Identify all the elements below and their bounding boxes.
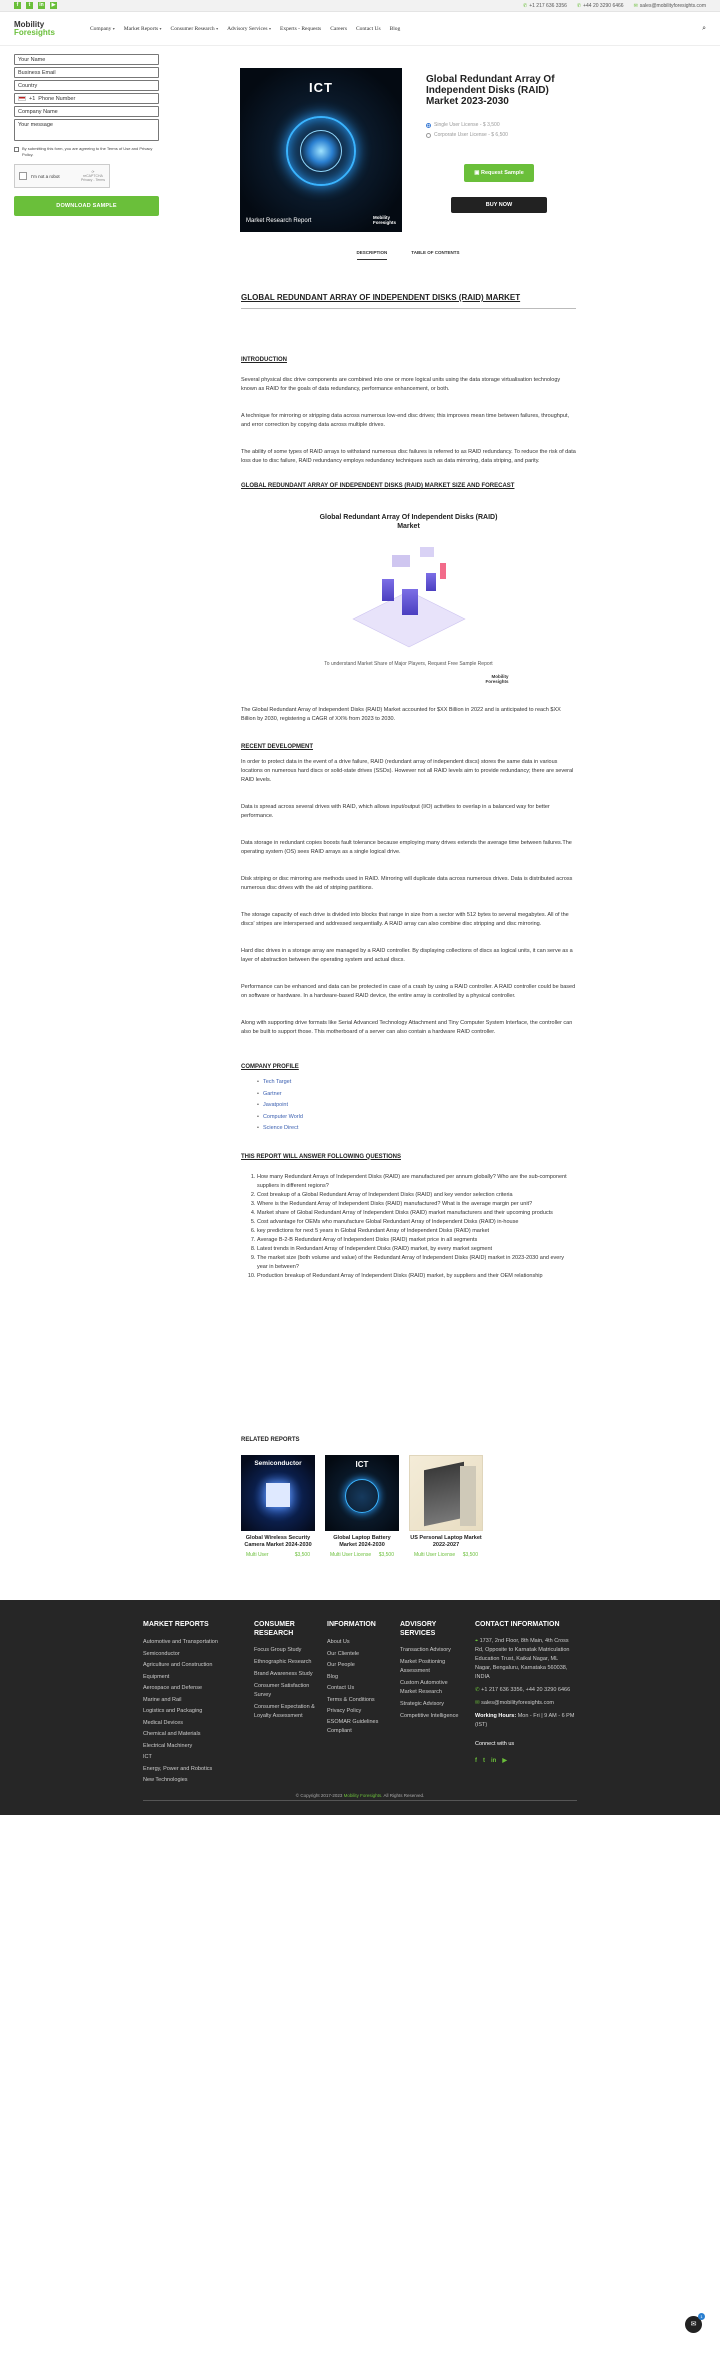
company-link[interactable]: • Javatpoint xyxy=(257,1100,576,1112)
phone-icon: ✆ xyxy=(475,1687,482,1693)
footer-link[interactable]: Focus Group Study xyxy=(254,1647,302,1653)
recaptcha-widget xyxy=(14,164,110,188)
phone-placeholder: Phone Number xyxy=(38,95,76,102)
cover-caption: Market Research Report xyxy=(246,218,312,224)
footer-heading: ADVISORY SERVICES xyxy=(400,1621,437,1637)
linkedin-icon[interactable]: in xyxy=(39,2,44,8)
related-card[interactable] xyxy=(241,1455,315,1559)
cover-logo-1: Mobility xyxy=(372,215,390,220)
top-email[interactable] xyxy=(634,3,706,9)
captcha-checkbox[interactable] xyxy=(19,172,27,180)
footer-link[interactable]: Agriculture and Construction Equipment xyxy=(143,1662,213,1680)
chip-graphic xyxy=(266,1483,290,1507)
tab-table-of-contents[interactable]: TABLE OF CONTENTS xyxy=(411,250,460,255)
company-link[interactable]: • Tech Target xyxy=(257,1077,576,1089)
chat-icon: ✉ xyxy=(690,2321,697,2328)
linkedin-icon[interactable]: in xyxy=(491,1758,497,1764)
footer-link[interactable]: Blog xyxy=(327,1673,339,1680)
footer-link[interactable]: Transaction Advisory xyxy=(400,1647,451,1653)
footer-link[interactable]: Aerospace and Defense xyxy=(143,1685,203,1691)
question-item: 3. Where is the Redundant Array of Independent Disks (RAID) manufactured? What is the average margin per unit? xyxy=(257,1200,576,1209)
footer-heading: MARKET REPORTS xyxy=(143,1621,209,1628)
top-contact xyxy=(523,3,706,9)
market-size-paragraph: The Global Redundant Array of Independent Disks (RAID) Market accounted for $XX Billion in 2022 and is anticipated to reach $XX Billion by 2030, registering a CAGR of XX% from 2023 to 2030. xyxy=(241,707,561,722)
name-input[interactable]: Your Name xyxy=(14,54,159,65)
radio-selected-icon[interactable] xyxy=(426,123,431,128)
footer-link[interactable]: Terms & Conditions xyxy=(327,1696,375,1703)
related-card-cover-title: Semiconductor xyxy=(254,1460,302,1467)
footer-link[interactable]: About Us xyxy=(327,1639,350,1645)
footer-advisory xyxy=(400,1620,464,1724)
footer-link[interactable]: Privacy Policy xyxy=(327,1708,362,1714)
recaptcha-brand: reCAPTCHA xyxy=(83,174,103,178)
nav-advisory-services-label: Advisory Services xyxy=(227,25,268,32)
us-flag-icon xyxy=(18,96,26,101)
illustration-block xyxy=(402,589,418,615)
intro-paragraph-3: The ability of some types of RAID arrays to withstand numerous disc failures is referred to as RAID redundancy. To reduce the risk of data loss due to disc failure, RAID redundancy employs redundancy techniques such as data mirroring, data striping, and parity. xyxy=(241,449,576,464)
document-icon: ▣ xyxy=(474,170,481,176)
related-card-price-row xyxy=(241,1552,315,1559)
location-icon: ⌖ xyxy=(475,1638,480,1644)
footer-link[interactable]: Logistics and Packaging xyxy=(143,1708,203,1714)
footer-consumer-research xyxy=(254,1620,316,1724)
cover-logo xyxy=(373,215,396,225)
twitter-icon[interactable]: t xyxy=(26,2,33,9)
illustration-block xyxy=(382,579,394,601)
question-item: 7. Average B-2-B Redundant Array of Independent Disks (RAID) market price in all segments xyxy=(257,1236,576,1245)
footer-phone-text: +1 217 636 3356, +44 20 3290 6466 xyxy=(481,1687,571,1693)
nav-company-label: Company xyxy=(90,25,112,32)
footer-link[interactable]: ESOMAR Guidelines Compliant xyxy=(327,1718,379,1734)
development-paragraph: Along with supporting drive formats like Serial Advanced Technology Attachment and Tiny Computer System Interface, the controller can also be built to support those. This motherboard of a server can also contain a hardware RAID controller. xyxy=(241,1020,573,1035)
related-card-price-row xyxy=(409,1552,483,1559)
development-paragraph: The storage capacity of each drive is divided into blocks that range in size from a sector with 512 bytes to several megabytes. All of the discs' stripes are interspersed and addressed sequentially. A RAID array can also combine disc stripping and disc mirroring. xyxy=(241,912,569,927)
footer-link[interactable]: Chemical and Materials xyxy=(143,1731,201,1737)
chevron-down-icon: ▾ xyxy=(216,25,219,31)
recaptcha-links[interactable]: Privacy - Terms xyxy=(80,178,105,182)
footer-contact xyxy=(475,1620,575,1766)
laptop-graphic xyxy=(424,1462,464,1527)
market-figure xyxy=(309,513,509,684)
question-item: 4. Market share of Global Redundant Array of Independent Disks (RAID) market manufacturers and their upcoming products xyxy=(257,1209,576,1218)
footer-link[interactable]: Our People xyxy=(327,1662,355,1668)
related-card-license: Multi User xyxy=(246,1552,269,1558)
question-item: 10. Production breakup of Redundant Array of Independent Disks (RAID) market, by suppliers and their OEM relationship xyxy=(257,1272,576,1281)
logo-line-2 xyxy=(14,29,70,37)
figure-caption[interactable]: To understand Market Share of Major Players, Request Free Sample Report xyxy=(324,661,493,667)
mail-icon: ✉ xyxy=(475,1700,482,1706)
tab-description[interactable]: DESCRIPTION xyxy=(357,250,388,260)
related-card-license: Multi User License xyxy=(414,1552,456,1558)
site-header xyxy=(0,12,720,46)
copyright-pre: © Copyright 2017-2023 xyxy=(295,1793,343,1798)
related-card-image xyxy=(409,1455,483,1531)
main-nav xyxy=(90,26,400,32)
logo-line-2-text: Foresights xyxy=(14,27,55,37)
related-card-cover-title: ICT xyxy=(355,1460,369,1469)
top-phone-2[interactable] xyxy=(577,3,624,9)
top-phone-1-text: +1 217 636 3356 xyxy=(529,2,567,9)
request-sample-label: Request Sample xyxy=(480,170,524,176)
nav-company[interactable] xyxy=(90,26,115,32)
footer-link[interactable]: Medical Devices xyxy=(143,1719,184,1726)
footer-link[interactable]: Strategic Advisory xyxy=(400,1701,445,1707)
related-card-image xyxy=(325,1455,399,1531)
related-card-price: $3,500 xyxy=(462,1552,478,1558)
report-description xyxy=(241,293,576,1281)
related-card-name: US Personal Laptop Market 2022-2027 xyxy=(410,1535,482,1548)
related-card-price: $3,500 xyxy=(294,1552,310,1558)
footer-heading: INFORMATION xyxy=(327,1621,376,1628)
development-paragraph: Performance can be enhanced and data can be protected in case of a crash by using a RAID controller. A RAID controller could be based on software or hardware. In a hardware-based RAID device, the entire array is controlled by a physical controller. xyxy=(241,984,576,999)
recaptcha-logo xyxy=(81,170,105,182)
related-heading: RELATED REPORTS xyxy=(241,1437,300,1443)
footer-address-text: 1737, 2nd Floor, 8th Main, 4th Cross Rd, Opposite to Karnatak Matriculation Education Trust, Kaikal Nagar, ML Nagar, Bengaluru, Karnataka 560038, INDIA xyxy=(475,1638,570,1680)
company-link[interactable]: • Science Direct xyxy=(257,1123,576,1135)
company-link[interactable]: • Computer World xyxy=(257,1112,576,1124)
search-icon[interactable]: ⌕ xyxy=(702,24,706,32)
nav-market-reports-label: Market Reports xyxy=(123,25,159,32)
footer-divider xyxy=(143,1800,577,1801)
footer-link[interactable]: ICT xyxy=(143,1754,152,1760)
nav-advisory-services[interactable] xyxy=(227,26,271,32)
footer-link[interactable]: New Technologies xyxy=(143,1777,188,1783)
license-option-single[interactable] xyxy=(426,122,500,128)
footer-link[interactable]: Our Clientele xyxy=(327,1650,360,1657)
product-title: Global Redundant Array Of Independent Disks (RAID) Market 2023-2030 xyxy=(426,74,555,107)
company-input[interactable]: Company Name xyxy=(14,106,159,117)
footer-heading: CONSUMER RESEARCH xyxy=(254,1621,295,1637)
footer-information xyxy=(327,1620,389,1739)
top-email-text: sales@mobilityforesights.com xyxy=(639,2,706,9)
recaptcha-icon: ⟳ xyxy=(91,170,95,174)
company-list xyxy=(241,1077,576,1135)
request-sample-button[interactable] xyxy=(464,164,534,182)
related-card-license: Multi User License xyxy=(330,1552,372,1558)
isometric-illustration xyxy=(354,539,464,639)
top-phone-2-text: +44 20 3290 6466 xyxy=(583,2,624,9)
report-cover-image xyxy=(240,68,402,232)
illustration-block xyxy=(426,573,436,591)
development-paragraph: Data is spread across several drives with RAID, which allows input/output (I/O) activities to overlap in a balanced way for better performance. xyxy=(241,804,550,819)
consent-text: By submitting this form, you are agreeing to the Terms of Use and Privacy Policy. xyxy=(22,146,153,157)
figure-logo xyxy=(309,674,509,684)
nav-consumer-research[interactable] xyxy=(171,26,219,32)
product-summary xyxy=(240,68,576,234)
phone-country-code[interactable]: +1 xyxy=(29,95,36,102)
youtube-icon[interactable]: ▶ xyxy=(502,1758,507,1764)
related-card-name: Global Laptop Battery Market 2024-2030 xyxy=(333,1535,391,1548)
top-bar xyxy=(0,0,720,12)
consent-checkbox[interactable] xyxy=(14,147,19,152)
sample-request-form xyxy=(14,54,159,216)
footer-link[interactable]: Ethnographic Research xyxy=(254,1659,312,1665)
footer-email[interactable] xyxy=(475,1699,575,1708)
top-phone-1[interactable] xyxy=(523,3,567,9)
question-item: 9. The market size (both volume and value) of the Redundant Array of Independent Disks (RAID) market in 2023-2030 and every year in between? xyxy=(257,1254,576,1272)
recent-development-heading: RECENT DEVELOPMENT xyxy=(241,744,314,750)
related-card[interactable] xyxy=(409,1455,483,1559)
email-input[interactable]: Business Email xyxy=(14,67,159,78)
questions-list xyxy=(241,1173,576,1281)
footer-social-links xyxy=(475,1757,575,1766)
nav-blog[interactable]: Blog xyxy=(389,25,401,32)
cover-logo-2: Foresights xyxy=(372,220,396,225)
license-option-corporate[interactable] xyxy=(426,132,508,138)
question-item: 2. Cost breakup of a Global Redundant Array of Independent Disks (RAID) and key vendor selection criteria xyxy=(257,1191,576,1200)
footer-email-text: sales@mobilityforesights.com xyxy=(481,1700,554,1706)
copyright xyxy=(0,1793,720,1798)
footer-connect-label: Connect with us xyxy=(475,1741,515,1747)
question-item: 5. Cost advantage for OEMs who manufacture Global Redundant Array of Independent Disks (RAID) in-house xyxy=(257,1218,576,1227)
footer-link[interactable]: Marine and Rail xyxy=(143,1696,182,1703)
footer-market-reports xyxy=(143,1620,233,1787)
company-link[interactable]: • Gartner xyxy=(257,1089,576,1101)
related-card[interactable] xyxy=(325,1455,399,1559)
cover-core-graphic xyxy=(300,130,342,172)
copyright-brand[interactable]: Mobility Foresights. xyxy=(343,1793,383,1798)
illustration-screen xyxy=(392,555,410,567)
footer-link[interactable]: Semiconductor xyxy=(143,1650,180,1657)
footer-phone[interactable] xyxy=(475,1686,575,1695)
site-logo[interactable] xyxy=(14,21,70,37)
development-paragraph: In order to protect data in the event of a drive failure, RAID (redundant array of independent discs) stores the same data in various locations on numerous hard discs or solid-state drives (SSDs). However not all RAID levels aim to provide redundancy; there are several RAID levels. xyxy=(241,759,574,783)
intro-paragraph-2: A technique for mirroring or stripping data across numerous low-end disc drives; this improves mean time between failures, throughput, and error correction by copying data across multiple drives. xyxy=(241,413,570,428)
footer-hours xyxy=(475,1712,575,1730)
ring-graphic xyxy=(345,1479,379,1513)
chevron-down-icon: ▾ xyxy=(268,25,271,31)
top-social-links xyxy=(14,2,57,9)
footer-link[interactable]: Consumer Satisfaction Survey xyxy=(254,1683,310,1698)
nav-contact-us[interactable]: Contact Us xyxy=(356,25,381,32)
captcha-label: I'm not a robot xyxy=(31,173,60,179)
youtube-icon[interactable]: ▶ xyxy=(51,2,56,8)
footer-link[interactable]: Competitive Intelligence xyxy=(400,1713,459,1719)
development-paragraph: Disk striping or disc mirroring are methods used in RAID. Mirroring will duplicate data across numerous drives. Data is distributed across numerous disc drives with the aid of striping partitions. xyxy=(241,876,573,891)
nav-careers[interactable]: Careers xyxy=(330,25,347,32)
report-heading: GLOBAL REDUNDANT ARRAY OF INDEPENDENT DISKS (RAID) MARKET xyxy=(241,293,576,309)
cover-category: ICT xyxy=(309,80,333,95)
copyright-post: All Rights Reserved. xyxy=(383,1793,425,1798)
market-size-heading: GLOBAL REDUNDANT ARRAY OF INDEPENDENT DISKS (RAID) MARKET SIZE AND FORECAST xyxy=(241,483,515,489)
intro-paragraph-1: Several physical disc drive components are combined into one or more logical units using the data storage virtualisation technology known as RAID for the goals of data redundancy, performance enhancement, or both. xyxy=(241,377,561,392)
phone-input[interactable] xyxy=(14,93,159,104)
phone-icon: ✆ xyxy=(576,2,582,9)
facebook-icon[interactable]: f xyxy=(14,2,21,9)
footer-link[interactable]: Custom Automotive Market Research xyxy=(400,1680,448,1695)
laptop-side-graphic xyxy=(460,1466,476,1526)
related-cards xyxy=(241,1455,576,1559)
figure-logo-1: Mobility xyxy=(491,674,509,679)
twitter-icon[interactable]: t xyxy=(483,1758,485,1764)
footer-link[interactable]: Consumer Expectation & Loyalty Assessment xyxy=(254,1704,315,1719)
questions-heading: THIS REPORT WILL ANSWER FOLLOWING QUESTIONS xyxy=(241,1153,401,1160)
related-card-image xyxy=(241,1455,315,1531)
footer-heading: CONTACT INFORMATION xyxy=(475,1621,560,1628)
mail-icon: ✉ xyxy=(633,2,638,9)
site-footer xyxy=(0,1600,720,1815)
footer-hours-label: Working Hours: xyxy=(475,1713,517,1719)
related-card-price-row xyxy=(325,1552,399,1559)
chat-badge: 1 xyxy=(698,2313,705,2320)
company-profile-heading: COMPANY PROFILE xyxy=(241,1064,299,1070)
footer-link[interactable]: Market Positioning Assessment xyxy=(400,1659,446,1674)
message-textarea[interactable]: Your message xyxy=(14,119,159,141)
chat-widget-button[interactable] xyxy=(685,2316,702,2333)
license-corporate-label: Corporate User License - $ 6,500 xyxy=(434,132,508,138)
development-paragraph: Data storage in redundant copies boosts fault tolerance because employing many drives extends the average time between failures.The operating system (OS) sees RAID arrays as a single logical drive. xyxy=(241,840,572,855)
footer-address xyxy=(475,1637,575,1682)
chevron-down-icon: ▾ xyxy=(112,25,115,31)
nav-experts-requests[interactable]: Experts - Requests xyxy=(279,25,322,32)
illustration-screen xyxy=(420,547,434,557)
download-sample-button[interactable]: DOWNLOAD SAMPLE xyxy=(14,196,159,216)
footer-link[interactable]: Brand Awareness Study xyxy=(254,1671,313,1677)
figure-title: Global Redundant Array Of Independent Disks (RAID) Market xyxy=(319,514,498,530)
related-card-name: Global Wireless Security Camera Market 2024-2030 xyxy=(244,1535,312,1548)
license-single-label: Single User License - $ 3,500 xyxy=(434,122,500,128)
introduction-heading: INTRODUCTION xyxy=(241,357,287,363)
country-input[interactable]: Country xyxy=(14,80,159,91)
question-item: 1. How many Redundant Arrays of Independent Disks (RAID) are manufactured per annum globally? Who are the sub-component suppliers in different regions? xyxy=(257,1173,576,1191)
footer-hours-text: Mon - Fri | 9 AM - 6 PM (IST) xyxy=(475,1713,575,1728)
footer-link[interactable]: Contact Us xyxy=(327,1685,355,1691)
facebook-icon[interactable]: f xyxy=(475,1758,477,1764)
consent-row xyxy=(14,146,159,158)
chevron-down-icon: ▾ xyxy=(159,25,162,31)
radio-unselected-icon[interactable] xyxy=(426,133,431,138)
nav-market-reports[interactable] xyxy=(124,26,162,32)
buy-now-button[interactable]: BUY NOW xyxy=(451,197,547,213)
logo-line-1: Mobility xyxy=(14,19,45,29)
footer-link[interactable]: Electrical Machinery xyxy=(143,1742,193,1749)
related-card-price: $3,500 xyxy=(378,1552,394,1558)
footer-link[interactable]: Energy, Power and Robotics xyxy=(143,1765,213,1772)
related-reports xyxy=(241,1437,576,1559)
footer-link[interactable]: Automotive and Transportation xyxy=(143,1639,218,1645)
development-paragraph: Hard disc drives in a storage array are managed by a RAID controller. By displaying collections of discs as logical units, it can serve as a layer of abstraction between the operating system and actual discs. xyxy=(241,948,573,963)
question-item: 6. key predictions for next 5 years in Global Redundant Array of Independent Disks (RAID) market xyxy=(257,1227,576,1236)
question-item: 8. Latest trends in Redundant Array of Independent Disks (RAID) market, by every market segment xyxy=(257,1245,576,1254)
phone-icon: ✆ xyxy=(523,2,528,9)
illustration-person xyxy=(440,563,446,579)
report-tabs xyxy=(240,250,576,260)
nav-consumer-research-label: Consumer Research xyxy=(170,25,215,32)
figure-logo-2: Foresights xyxy=(485,679,509,684)
